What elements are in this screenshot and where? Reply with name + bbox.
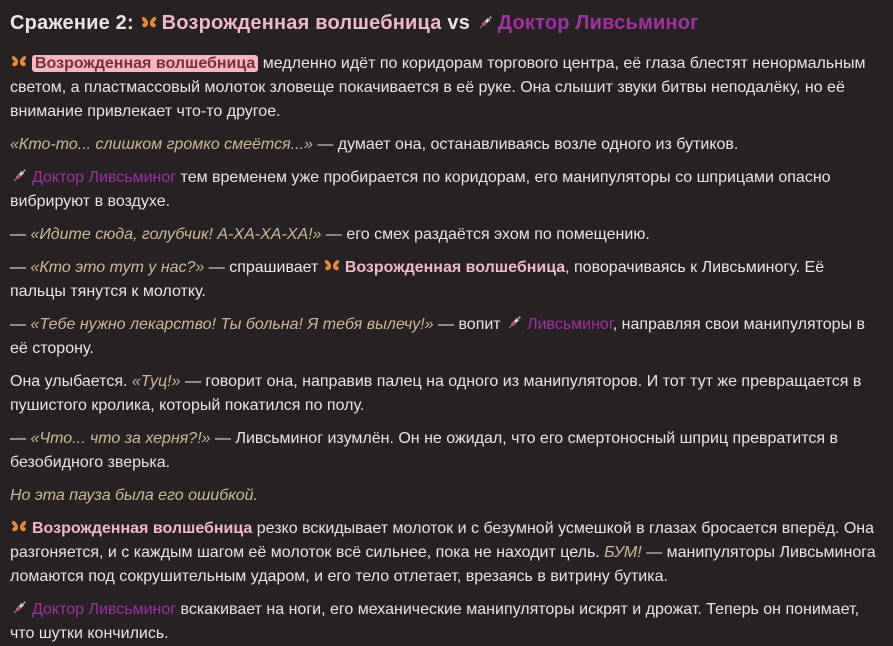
- story-paragraph: [10, 223, 881, 247]
- butterfly-emoji: [323, 257, 341, 275]
- battle-title: [10, 12, 881, 35]
- story-paragraph: [10, 517, 881, 589]
- body-text: — вопит: [433, 316, 506, 333]
- body-text: —: [10, 259, 31, 276]
- character-name-witch: Возрожденная волшебница: [32, 520, 253, 537]
- body-text: —: [10, 316, 31, 333]
- body-text: , направляя свои манипуляторы в её сторону.: [10, 316, 866, 357]
- body-text: Она улыбается.: [10, 373, 132, 390]
- character-name-witch: Возрожденная волшебница: [161, 12, 442, 34]
- character-name-doctor: Ливсьминог: [527, 316, 613, 333]
- story-paragraph: [10, 166, 881, 214]
- syringe-emoji: [10, 167, 28, 185]
- syringe-emoji: [476, 14, 494, 32]
- dialogue-quote: «Туц!»: [131, 373, 181, 390]
- character-name-witch-highlighted: Возрожденная волшебница: [32, 55, 258, 72]
- story-paragraph: [10, 133, 881, 157]
- dialogue-quote: Но эта пауза была его ошибкой.: [10, 487, 258, 504]
- body-text: vs: [441, 12, 476, 34]
- story-paragraph: [10, 313, 881, 361]
- body-text: — манипуляторы Ливсьминога ломаются под сокрушительным ударом, и его тело отлетает, врезаясь в витрину бутика.: [10, 544, 876, 585]
- character-name-doctor: Доктор Ливсьминог: [32, 601, 177, 618]
- story-paragraph: [10, 52, 881, 124]
- body-text: медленно идёт по коридорам торгового центра, её глаза блестят ненормальным светом, а пластмассовый молоток зловеще покачивается в её руке. Она слышит звуки битвы неподалёку, но её внимание привлекает что-то другое.: [10, 55, 866, 120]
- character-name-doctor: Доктор Ливсьминог: [32, 169, 177, 186]
- body-text: — Ливсьминог изумлён. Он не ожидал, что его смертоносный шприц превратится в безобидного зверька.: [10, 430, 838, 471]
- dialogue-quote: «Тебе нужно лекарство! Ты больна! Я тебя вылечу!»: [30, 316, 434, 333]
- butterfly-emoji: [10, 53, 28, 71]
- body-text: —: [10, 226, 31, 243]
- dialogue-quote: «Идите сюда, голубчик! А-ХА-ХА-ХА!»: [30, 226, 322, 243]
- character-name-doctor: Доктор Ливсьминог: [497, 12, 699, 34]
- dialogue-quote: «Что... что за херня?!»: [30, 430, 211, 447]
- butterfly-emoji: [10, 518, 28, 536]
- body-text: — спрашивает: [204, 259, 323, 276]
- dialogue-quote: «Кто это тут у нас?»: [30, 259, 205, 276]
- story-paragraph: [10, 370, 881, 418]
- dialogue-quote: БУМ!: [604, 544, 642, 561]
- body-text: вскакивает на ноги, его механические манипуляторы искрят и дрожат. Теперь он понимает, что шутки кончились.: [10, 601, 860, 642]
- butterfly-emoji: [140, 14, 158, 32]
- story-paragraph: [10, 598, 881, 646]
- syringe-emoji: [505, 314, 523, 332]
- story-paragraph: [10, 484, 881, 508]
- body-text: , поворачиваясь к Ливсьминогу. Её пальцы тянутся к молотку.: [10, 259, 825, 300]
- body-text: — говорит она, направив палец на одного из манипуляторов. И тот тут же превращается в пушистого кролика, который покатился по полу.: [10, 373, 862, 414]
- character-name-witch: Возрожденная волшебница: [344, 259, 566, 276]
- body-text: — его смех раздаётся эхом по помещению.: [321, 226, 650, 243]
- battle-log: [10, 12, 881, 646]
- story-paragraph: [10, 427, 881, 475]
- syringe-emoji: [10, 599, 28, 617]
- dialogue-quote: «Кто-то... слишком громко смеётся...»: [10, 136, 313, 153]
- body-text: тем временем уже пробирается по коридорам, его манипуляторы со шприцами опасно вибрируют в воздухе.: [10, 169, 831, 210]
- body-text: резко вскидывает молоток и с безумной усмешкой в глазах бросается вперёд. Она разгоняется, и с каждым шагом её молоток всё сильнее, пока не находит цель.: [10, 520, 874, 561]
- body-text: —: [10, 430, 31, 447]
- body-text: Сражение 2:: [10, 12, 140, 34]
- story-paragraph: [10, 256, 881, 304]
- story-body: [10, 52, 881, 646]
- body-text: — думает она, останавливаясь возле одного из бутиков.: [312, 136, 739, 153]
